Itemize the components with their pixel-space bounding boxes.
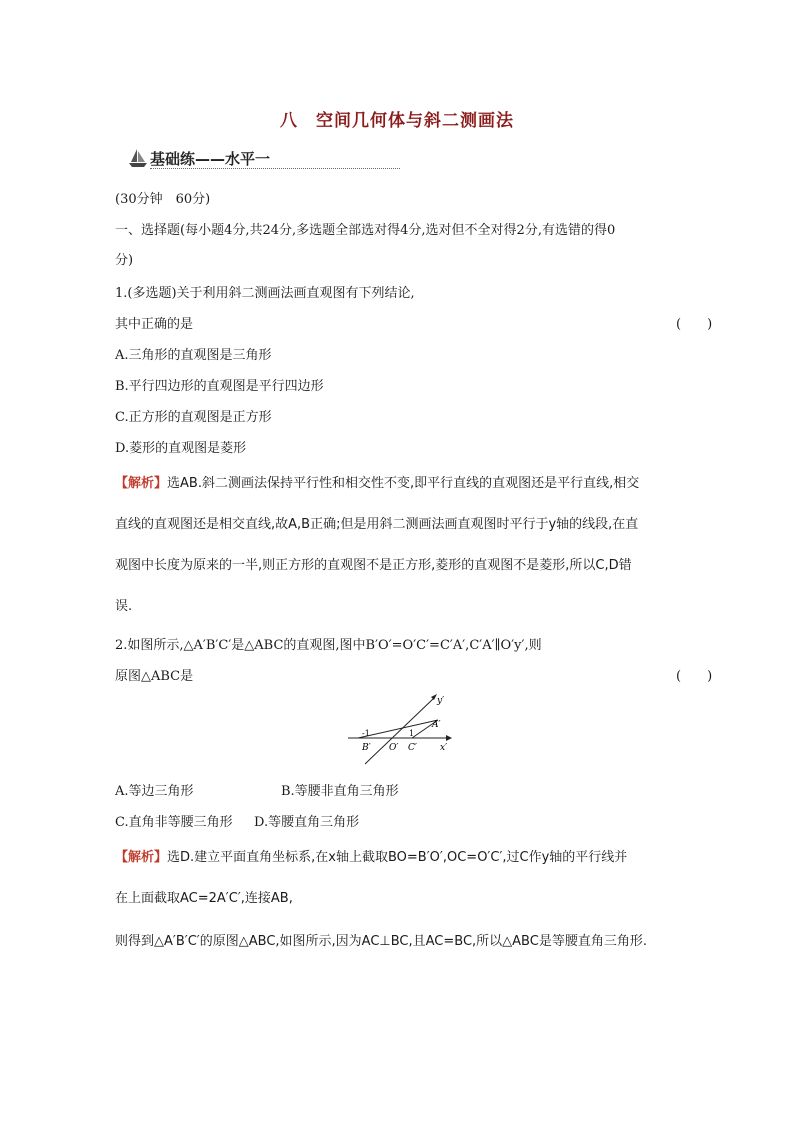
segment-b-a — [358, 720, 438, 738]
page-title: 八 空间几何体与斜二测画法 — [280, 111, 514, 131]
q2-option-a: A.等边三角形 — [115, 784, 194, 799]
q1-analysis-line-1 — [115, 472, 639, 491]
x-axis-arrow — [446, 735, 452, 741]
label-o: O′ — [389, 743, 399, 753]
label-neg-one: -1 — [362, 729, 370, 738]
y-axis — [365, 698, 434, 764]
q1-analysis-line-3: 观图中长度为原来的一半,则正方形的直观图不是正方形,菱形的直观图不是菱形,所以C,D错 — [115, 558, 632, 573]
label-c: C′ — [408, 743, 417, 753]
oblique-projection-figure — [340, 690, 460, 770]
q2-analysis-tag: 【解析】 — [115, 850, 168, 865]
q1-option-d: D.菱形的直观图是菱形 — [115, 441, 247, 456]
q2-option-d: D.等腰直角三角形 — [254, 815, 360, 830]
sailboat-icon — [128, 148, 148, 172]
q2-stem-line-2: 原图△ABC是 — [115, 669, 194, 684]
q2-analysis-line-2: 在上面截取AC=2A′C′,连接AB, — [115, 891, 293, 906]
q1-stem-line-2: 其中正确的是 — [115, 317, 194, 332]
q1-option-c: C.正方形的直观图是正方形 — [115, 410, 272, 425]
q1-analysis-line-2: 直线的直观图还是相交直线,故A,B正确;但是用斜二测画法画直观图时平行于y轴的线段,在直 — [115, 517, 639, 532]
label-one: 1 — [409, 729, 415, 738]
q2-answer-paren: ( ) — [676, 669, 713, 684]
time-score: (30分钟 60分) — [115, 192, 211, 207]
q2-analysis-line-3: 则得到△A′B′C′的原图△ABC,如图所示,因为AC⊥BC,且AC=BC,所以△ABC是等腰直角三角形. — [115, 934, 647, 949]
q2-analysis-line-1 — [115, 846, 627, 865]
section-header — [128, 146, 400, 172]
q1-answer-paren: ( ) — [676, 317, 713, 332]
q2-option-c: C.直角非等腰三角形 — [115, 815, 233, 830]
q2-stem-line-1: 2.如图所示,△A′B′C′是△ABC的直观图,图中B′O′=O′C′=C′A′,C′A′∥O′y′,则 — [115, 638, 542, 653]
label-a: A′ — [432, 720, 441, 730]
label-b: B′ — [362, 743, 371, 753]
q1-option-a: A.三角形的直观图是三角形 — [115, 348, 272, 363]
label-y: y′ — [437, 696, 445, 706]
q1-option-b: B.平行四边形的直观图是平行四边形 — [115, 379, 324, 394]
section-label: 基础练——水平一 — [150, 150, 271, 168]
q1-analysis-line-4: 误. — [115, 599, 133, 614]
q2-analysis-text-1: 选D.建立平面直角坐标系,在x轴上截取BO=B′O′,OC=O′C′,过C作y轴的平行线并 — [167, 850, 628, 865]
q1-stem-line-1: 1.(多选题)关于利用斜二测画法画直观图有下列结论, — [115, 286, 415, 301]
q2-option-b: B.等腰非直角三角形 — [281, 784, 399, 799]
instructions-line-2: 分) — [115, 253, 134, 268]
q1-analysis-text-1: 选AB.斜二测画法保持平行性和相交性不变,即平行直线的直观图还是平行直线,相交 — [167, 476, 640, 491]
instructions-line-1: 一、选择题(每小题4分,共24分,多选题全部选对得4分,选对但不全对得2分,有选错的得0 — [115, 223, 616, 238]
section-divider — [150, 168, 400, 169]
label-x: x′ — [440, 743, 448, 753]
q1-analysis-tag: 【解析】 — [115, 476, 168, 491]
